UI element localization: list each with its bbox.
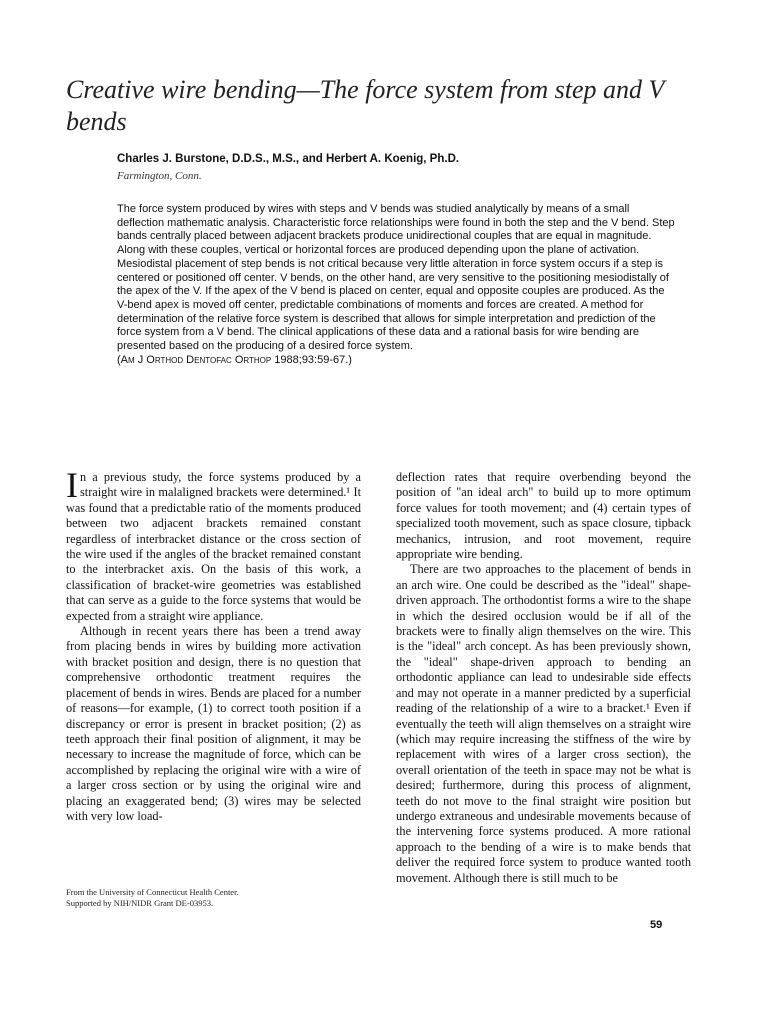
drop-cap: I: [66, 465, 78, 505]
body-paragraph: Although in recent years there has been a trend away from placing bends in wires by building more activation with bracket position and design, there is no question that comprehensive orthodontic treatment requires the placement of bends in wires. Bends are placed for a number of reasons—for example, (1) to correct tooth position if a discrepancy or error is present in bracket position; (2) as teeth approach their final position of alignment, it may be necessary to increase the magnitude of force, which can be accomplished by replacing the original wire with a wire of a larger cross section or by using the original wire and placing an exaggerated bend; (3) wires may be selected with very low load-: [66, 624, 361, 823]
footnote: [66, 887, 361, 909]
footnote-funding: Supported by NIH/NIDR Grant DE-03953.: [66, 898, 214, 908]
body-paragraph: In a previous study, the force systems produced by a straight wire in malaligned brackets were determined.¹ It was found that a predictable ratio of the moments produced between two adjacent brackets remained constant regardless of interbracket distance or the cross section of the wire used if the angles of the bracket remained constant to the interbracket axis. On the basis of this work, a classification of bracket-wire geometries was established that can serve as a guide to the force systems that would be expected from a straight wire appliance.: [66, 465, 361, 623]
abstract: [117, 203, 677, 367]
body-column-right: [396, 470, 691, 886]
body-paragraph: deflection rates that require overbending beyond the position of "an ideal arch" to build up to more optimum force values for tooth movement; and (4) certain types of specialized tooth movement, such as space closure, tipback mechanics, intrusion, and root movement, require appropriate wire bending.: [396, 470, 691, 562]
affiliation: Farmington, Conn.: [117, 170, 202, 182]
abstract-text: The force system produced by wires with steps and V bends was studied analytically by means of a small deflection mathematic analysis. Characteristic force relationships were found in both the step and the V bend. Step bands centrally placed between adjacent brackets produce unidirectional couples that are equal in magnitude. Along with these couples, vertical or horizontal forces are produced depending upon the plane of activation. Mesiodistal placement of step bends is not critical because very little alteration in force system occurs if a step is centered or positioned off center. V bends, on the other hand, are very sensitive to the positioning mesiodistally of the apex of the V. If the apex of the V bend is placed on center, equal and opposite couples are produced. As the V-bend apex is moved off center, predictable combinations of moments and forces are created. A method for determination of the relative force system is described that allows for simple interpretation and prediction of the force system from a V bend. The clinical applications of these data and a rational basis for wire bending are presented based on the producing of a desired force system.: [117, 203, 675, 353]
page-number: 59: [650, 919, 663, 931]
article-title: Creative wire bending—The force system from step and V bends: [66, 75, 664, 136]
body-column-left: [66, 465, 361, 824]
body-paragraph: There are two approaches to the placement of bends in an arch wire. One could be described as the "ideal" shape-driven approach. The orthodontist forms a wire to the shape in which the desired occlusion would be if all of the brackets were to finally align themselves on the wire. This is the "ideal" arch concept. As has been previously shown, the "ideal" shape-driven approach to bending an orthodontic appliance can lead to undesirable side effects and may not operate in a manner predicted by a superficial reading of the relationship of a wire to a bracket.¹ Even if eventually the teeth will align themselves on a straight wire (which may require increasing the stiffness of the wire by replacement with wires of a larger cross section), the overall orientation of the teeth in space may not be what is desired; furthermore, during this process of alignment, teeth do not move to the final straight wire position but undergo extraneous and undesirable movements because of the intervening force systems produced. A more rational approach to the bending of a wire is to make bends that deliver the required force system to produce wanted tooth movement. Although there is still much to be: [396, 562, 691, 885]
author-list: Charles J. Burstone, D.D.S., M.S., and Herbert A. Koenig, Ph.D.: [117, 153, 460, 165]
journal-citation: (Am J Orthod Dentofac Orthop 1988;93:59-67.): [117, 353, 352, 366]
footnote-affiliation: From the University of Connecticut Health Center.: [66, 887, 239, 897]
